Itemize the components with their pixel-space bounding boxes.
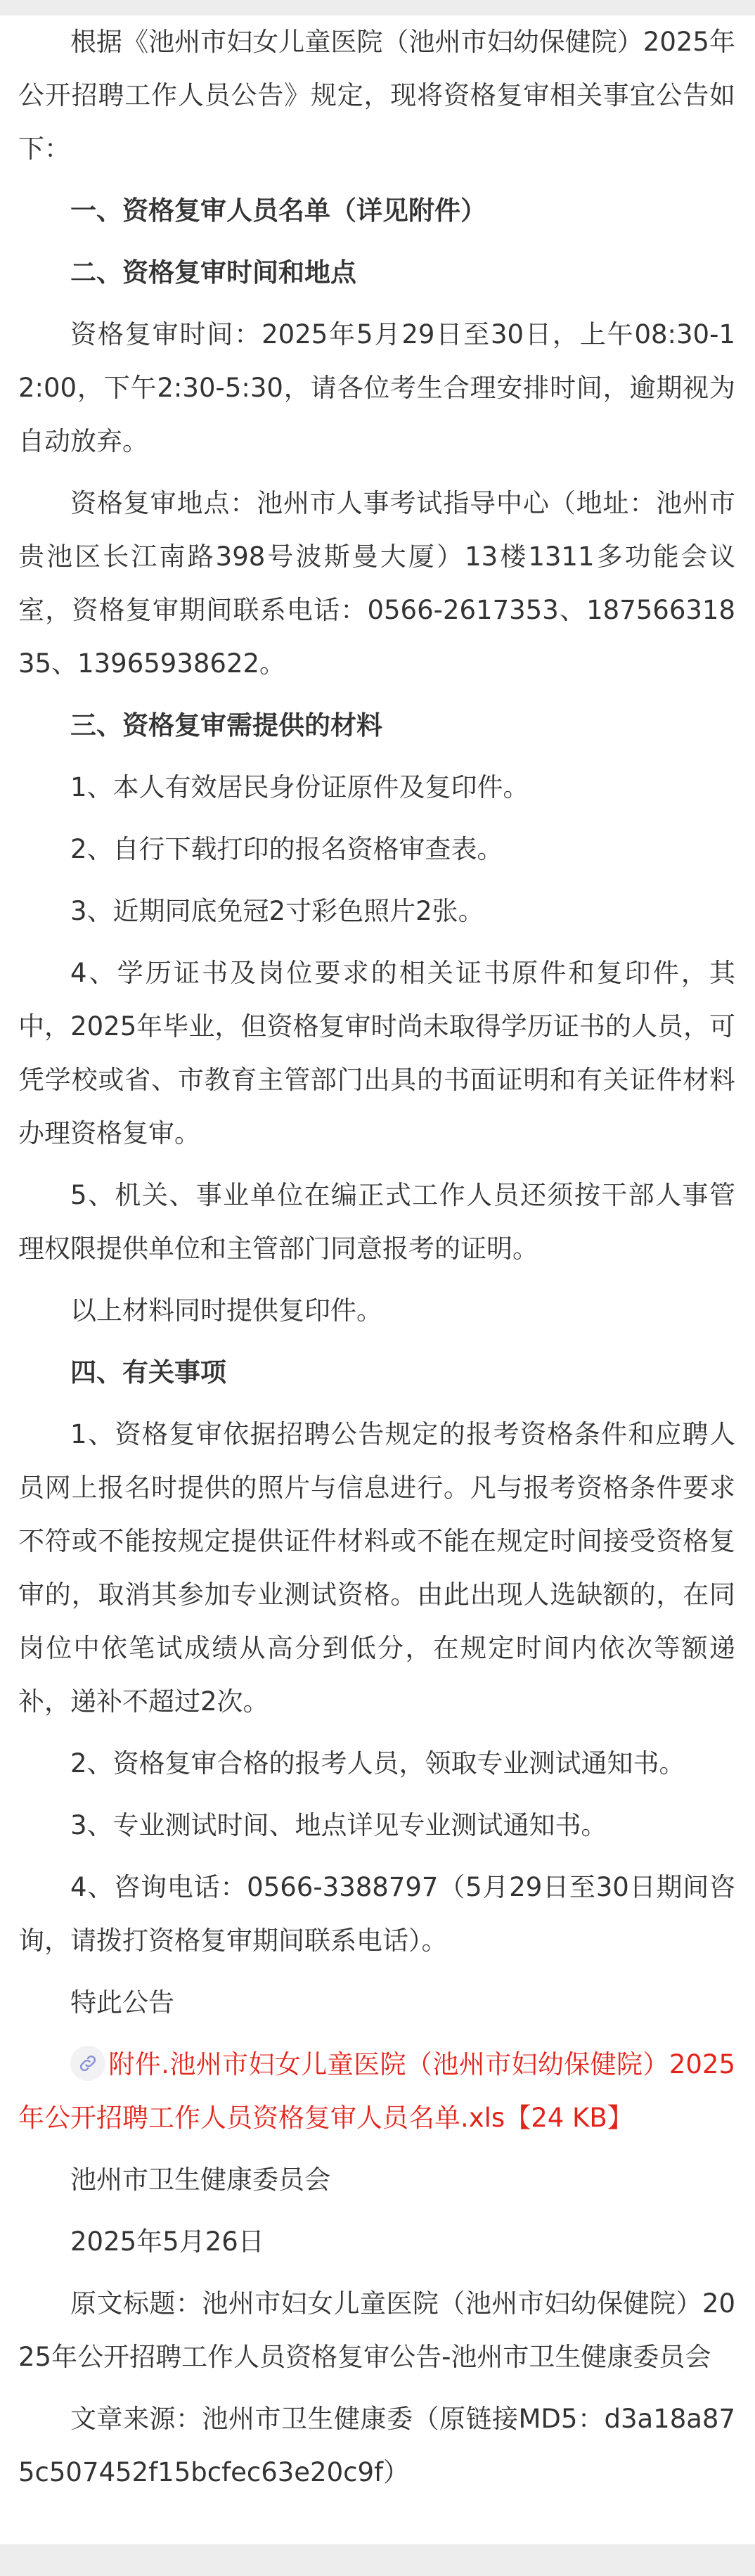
section-heading: 三、资格复审需提供的材料: [70, 710, 382, 741]
paragraph: 5、机关、事业单位在编正式工作人员还须按干部人事管理权限提供单位和主管部门同意报考的证明。: [18, 1180, 735, 1264]
section-heading: 一、资格复审人员名单（详见附件）: [70, 196, 486, 226]
original-title: 原文标题：池州市妇女儿童医院（池州市妇幼保健院）2025年公开招聘工作人员资格复审公告-池州市卫生健康委员会: [18, 2288, 735, 2372]
paragraph: 2、自行下载打印的报名资格审查表。: [70, 834, 503, 864]
paragraph: 4、咨询电话：0566-3388797（5月29日至30日期间咨询，请拨打资格复审期间联系电话）。: [18, 1872, 735, 1956]
link-icon: [70, 2046, 105, 2081]
section-heading: 二、资格复审时间和地点: [70, 257, 356, 288]
article-source: 文章来源：池州市卫生健康委（原链接MD5：d3a18a875c507452f15bcfec63e20c9f）: [18, 2404, 735, 2487]
attachment-link[interactable]: [18, 2038, 735, 2145]
paragraph: 资格复审时间：2025年5月29日至30日，上午08:30-12:00，下午2:30-5:30，请各位考生合理安排时间，逾期视为自动放弃。: [18, 319, 735, 456]
issuer: 池州市卫生健康委员会: [70, 2165, 330, 2195]
paragraph: 3、近期同底免冠2寸彩色照片2张。: [70, 896, 484, 926]
bottom-bar: [0, 2544, 755, 2576]
paragraph: 资格复审地点：池州市人事考试指导中心（地址：池州市贵池区长江南路398号波斯曼大厦）13楼1311多功能会议室，资格复审期间联系电话：0566-2617353、18756631835、13965938622。: [18, 488, 735, 679]
paragraph: 1、资格复审依据招聘公告规定的报考资格条件和应聘人员网上报名时提供的照片与信息进行。凡与报考资格条件要求不符或不能按规定提供证件材料或不能在规定时间接受资格复审的，取消其参加专业测试资格。由此出现人选缺额的，在同岗位中依笔试成绩从高分到低分，在规定时间内依次等额递补，递补不超过2次。: [18, 1419, 735, 1717]
attachment-label: 附件.池州市妇女儿童医院（池州市妇幼保健院）2025年公开招聘工作人员资格复审人员名单.xls【24 KB】: [18, 2049, 735, 2133]
paragraph: 1、本人有效居民身份证原件及复印件。: [70, 772, 529, 802]
paragraph: 2、资格复审合格的报考人员，领取专业测试通知书。: [70, 1748, 685, 1779]
paragraph: 以上材料同时提供复印件。: [70, 1295, 382, 1326]
section-heading: 四、有关事项: [70, 1357, 226, 1388]
paragraph: 3、专业测试时间、地点详见专业测试通知书。: [70, 1810, 607, 1840]
top-bar: [0, 0, 755, 15]
paragraph: 根据《池州市妇女儿童医院（池州市妇幼保健院）2025年公开招聘工作人员公告》规定，现将资格复审相关事宜公告如下：: [18, 27, 735, 164]
paragraph: 4、学历证书及岗位要求的相关证书原件和复印件，其中，2025年毕业，但资格复审时尚未取得学历证书的人员，可凭学校或省、市教育主管部门出具的书面证明和有关证件材料办理资格复审。: [18, 958, 735, 1148]
article-body: [0, 15, 755, 2499]
paragraph: 特此公告: [70, 1987, 174, 2018]
issue-date: 2025年5月26日: [70, 2226, 264, 2257]
